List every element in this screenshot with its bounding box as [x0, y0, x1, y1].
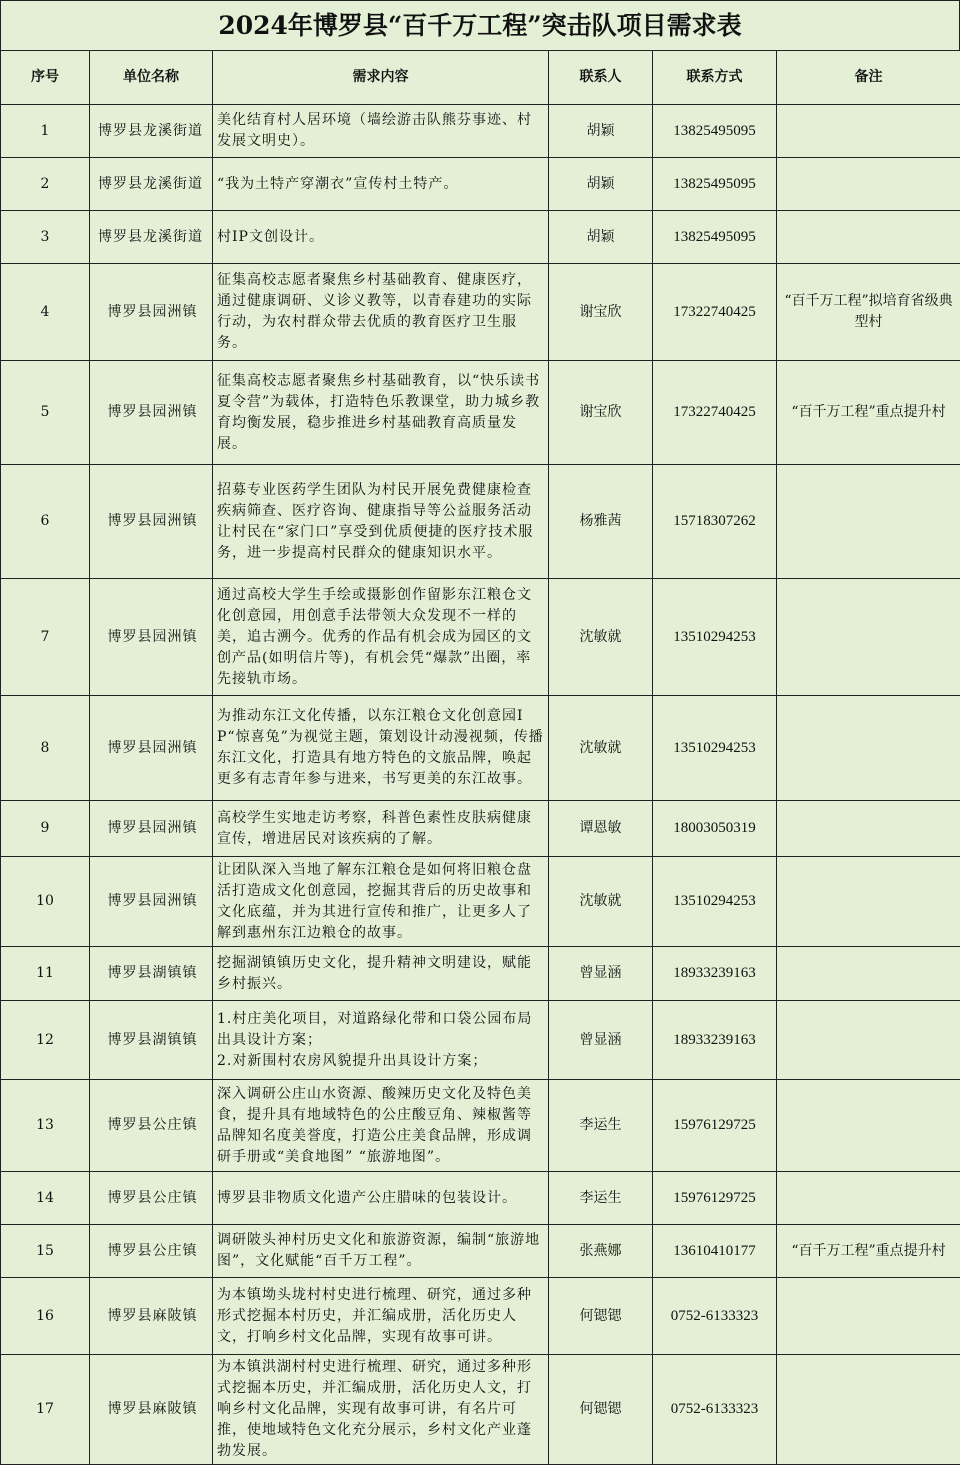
content-line: 1.村庄美化项目，对道路绿化带和口袋公园布局出具设计方案； — [217, 1009, 544, 1051]
cell-index: 16 — [1, 1278, 90, 1355]
cell-note — [777, 1001, 960, 1080]
cell-unit: 博罗县园洲镇 — [90, 696, 213, 801]
cell-contact: 沈敏就 — [549, 857, 653, 947]
cell-contact: 李运生 — [549, 1172, 653, 1225]
cell-content: “我为土特产穿潮衣”宣传村土特产。 — [213, 158, 549, 211]
table-row — [1, 947, 960, 1001]
header-unit: 单位名称 — [90, 51, 213, 105]
page-title: 2024年博罗县“百千万工程”突击队项目需求表 — [0, 0, 960, 50]
cell-content: 高校学生实地走访考察，科普色素性皮肤病健康宣传，增进居民对该疾病的了解。 — [213, 801, 549, 857]
cell-phone: 13510294253 — [653, 579, 777, 696]
table-row — [1, 465, 960, 579]
cell-unit: 博罗县麻陂镇 — [90, 1355, 213, 1465]
cell-phone: 13610410177 — [653, 1225, 777, 1278]
cell-index: 12 — [1, 1001, 90, 1080]
cell-index: 3 — [1, 211, 90, 264]
cell-note — [777, 579, 960, 696]
cell-content: 招募专业医药学生团队为村民开展免费健康检查疾病筛查、医疗咨询、健康指导等公益服务活动让村民在“家门口”享受到优质便捷的医疗技术服务，进一步提高村民群众的健康知识水平。 — [213, 465, 549, 579]
cell-content: 博罗县非物质文化遗产公庄腊味的包装设计。 — [213, 1172, 549, 1225]
header-index: 序号 — [1, 51, 90, 105]
cell-index: 2 — [1, 158, 90, 211]
cell-contact: 谢宝欣 — [549, 264, 653, 361]
header-phone: 联系方式 — [653, 51, 777, 105]
cell-contact: 胡颖 — [549, 105, 653, 158]
cell-note — [777, 1355, 960, 1465]
cell-note — [777, 857, 960, 947]
cell-note — [777, 1080, 960, 1172]
cell-phone: 13825495095 — [653, 158, 777, 211]
cell-content: 村IP文创设计。 — [213, 211, 549, 264]
table-row — [1, 1080, 960, 1172]
table-row — [1, 857, 960, 947]
cell-note — [777, 696, 960, 801]
cell-content: 通过高校大学生手绘或摄影创作留影东江粮仓文化创意园，用创意手法带领大众发现不一样的美，追古溯今。优秀的作品有机会成为园区的文创产品(如明信片等)，有机会凭“爆款”出圈，率先接轨市场。 — [213, 579, 549, 696]
cell-contact: 谢宝欣 — [549, 361, 653, 465]
cell-phone: 17322740425 — [653, 361, 777, 465]
cell-content — [213, 1001, 549, 1080]
cell-content: 征集高校志愿者聚焦乡村基础教育，以“快乐读书夏令营”为载体，打造特色乐教课堂，助力城乡教育均衡发展，稳步推进乡村基础教育高质量发展。 — [213, 361, 549, 465]
cell-note — [777, 1278, 960, 1355]
requirements-table — [0, 50, 960, 1465]
cell-index: 15 — [1, 1225, 90, 1278]
cell-note: “百千万工程”重点提升村 — [777, 361, 960, 465]
cell-index: 10 — [1, 857, 90, 947]
cell-index: 1 — [1, 105, 90, 158]
cell-note — [777, 1172, 960, 1225]
cell-contact: 谭恩敏 — [549, 801, 653, 857]
cell-index: 13 — [1, 1080, 90, 1172]
table-row — [1, 105, 960, 158]
header-contact: 联系人 — [549, 51, 653, 105]
cell-unit: 博罗县湖镇镇 — [90, 1001, 213, 1080]
cell-phone: 18003050319 — [653, 801, 777, 857]
cell-unit: 博罗县园洲镇 — [90, 857, 213, 947]
cell-unit: 博罗县公庄镇 — [90, 1080, 213, 1172]
cell-phone: 13825495095 — [653, 105, 777, 158]
cell-index: 7 — [1, 579, 90, 696]
cell-unit: 博罗县园洲镇 — [90, 264, 213, 361]
cell-content: 为本镇坳头垅村村史进行梳理、研究，通过多种形式挖掘本村历史，并汇编成册，活化历史人文，打响乡村文化品牌，实现有故事可讲。 — [213, 1278, 549, 1355]
cell-contact: 张燕娜 — [549, 1225, 653, 1278]
header-row — [1, 51, 960, 105]
cell-phone: 15718307262 — [653, 465, 777, 579]
cell-content: 深入调研公庄山水资源、酸辣历史文化及特色美食，提升具有地域特色的公庄酸豆角、辣椒酱等品牌知名度美誉度，打造公庄美食品牌，形成调研手册或“美食地图” “旅游地图”。 — [213, 1080, 549, 1172]
cell-index: 11 — [1, 947, 90, 1001]
cell-index: 14 — [1, 1172, 90, 1225]
cell-content: 挖掘湖镇镇历史文化，提升精神文明建设，赋能乡村振兴。 — [213, 947, 549, 1001]
table-row — [1, 579, 960, 696]
header-note: 备注 — [777, 51, 960, 105]
cell-unit: 博罗县龙溪街道 — [90, 158, 213, 211]
cell-unit: 博罗县湖镇镇 — [90, 947, 213, 1001]
cell-note — [777, 158, 960, 211]
cell-contact: 何锶锶 — [549, 1278, 653, 1355]
cell-unit: 博罗县龙溪街道 — [90, 211, 213, 264]
cell-content: 征集高校志愿者聚焦乡村基础教育、健康医疗，通过健康调研、义诊义教等，以青春建功的实际行动，为农村群众带去优质的教育医疗卫生服务。 — [213, 264, 549, 361]
cell-note — [777, 801, 960, 857]
table-row — [1, 696, 960, 801]
table-row — [1, 211, 960, 264]
cell-index: 9 — [1, 801, 90, 857]
cell-phone: 13510294253 — [653, 857, 777, 947]
cell-unit: 博罗县园洲镇 — [90, 465, 213, 579]
cell-phone: 18933239163 — [653, 947, 777, 1001]
cell-note — [777, 947, 960, 1001]
table-row — [1, 1001, 960, 1080]
cell-phone: 15976129725 — [653, 1080, 777, 1172]
cell-unit: 博罗县公庄镇 — [90, 1172, 213, 1225]
cell-phone: 15976129725 — [653, 1172, 777, 1225]
cell-phone: 18933239163 — [653, 1001, 777, 1080]
cell-content: 为推动东江文化传播，以东江粮仓文化创意园IP“惊喜兔”为视觉主题，策划设计动漫视频，传播东江文化，打造具有地方特色的文旅品牌，唤起更多有志青年参与进来，书写更美的东江故事。 — [213, 696, 549, 801]
cell-unit: 博罗县公庄镇 — [90, 1225, 213, 1278]
cell-contact: 何锶锶 — [549, 1355, 653, 1465]
cell-unit: 博罗县麻陂镇 — [90, 1278, 213, 1355]
cell-phone: 13825495095 — [653, 211, 777, 264]
cell-unit: 博罗县园洲镇 — [90, 361, 213, 465]
table-row — [1, 801, 960, 857]
cell-contact: 李运生 — [549, 1080, 653, 1172]
content-line: 2.对新围村农房风貌提升出具设计方案； — [217, 1051, 544, 1072]
cell-contact: 曾显涵 — [549, 947, 653, 1001]
cell-content: 为本镇洪湖村村史进行梳理、研究，通过多种形式挖掘本历史，并汇编成册，活化历史人文，打响乡村文化品牌，实现有故事可讲，有名片可推，使地域特色文化充分展示，乡村文化产业蓬勃发展。 — [213, 1355, 549, 1465]
cell-note — [777, 211, 960, 264]
cell-index: 6 — [1, 465, 90, 579]
cell-contact: 杨雅茜 — [549, 465, 653, 579]
cell-phone: 17322740425 — [653, 264, 777, 361]
table-row — [1, 158, 960, 211]
table-row — [1, 361, 960, 465]
cell-phone: 13510294253 — [653, 696, 777, 801]
cell-content: 让团队深入当地了解东江粮仓是如何将旧粮仓盘活打造成文化创意园，挖掘其背后的历史故事和文化底蕴，并为其进行宣传和推广，让更多人了解到惠州东江边粮仓的故事。 — [213, 857, 549, 947]
cell-contact: 胡颖 — [549, 211, 653, 264]
cell-note — [777, 465, 960, 579]
cell-unit: 博罗县园洲镇 — [90, 801, 213, 857]
cell-index: 4 — [1, 264, 90, 361]
table-row — [1, 1278, 960, 1355]
cell-content: 调研陂头神村历史文化和旅游资源，编制“旅游地图”，文化赋能“百千万工程”。 — [213, 1225, 549, 1278]
cell-note: “百千万工程”重点提升村 — [777, 1225, 960, 1278]
table-row — [1, 1172, 960, 1225]
cell-index: 17 — [1, 1355, 90, 1465]
cell-index: 5 — [1, 361, 90, 465]
cell-phone: 0752-6133323 — [653, 1278, 777, 1355]
cell-contact: 沈敏就 — [549, 579, 653, 696]
cell-content: 美化结育村人居环境（墙绘游击队熊芬事迹、村发展文明史）。 — [213, 105, 549, 158]
cell-unit: 博罗县龙溪街道 — [90, 105, 213, 158]
cell-index: 8 — [1, 696, 90, 801]
cell-note — [777, 105, 960, 158]
cell-unit: 博罗县园洲镇 — [90, 579, 213, 696]
cell-note: “百千万工程”拟培育省级典型村 — [777, 264, 960, 361]
cell-phone: 0752-6133323 — [653, 1355, 777, 1465]
cell-contact: 沈敏就 — [549, 696, 653, 801]
cell-contact: 曾显涵 — [549, 1001, 653, 1080]
table-row — [1, 264, 960, 361]
cell-contact: 胡颖 — [549, 158, 653, 211]
table-row — [1, 1355, 960, 1465]
table-row — [1, 1225, 960, 1278]
header-content: 需求内容 — [213, 51, 549, 105]
